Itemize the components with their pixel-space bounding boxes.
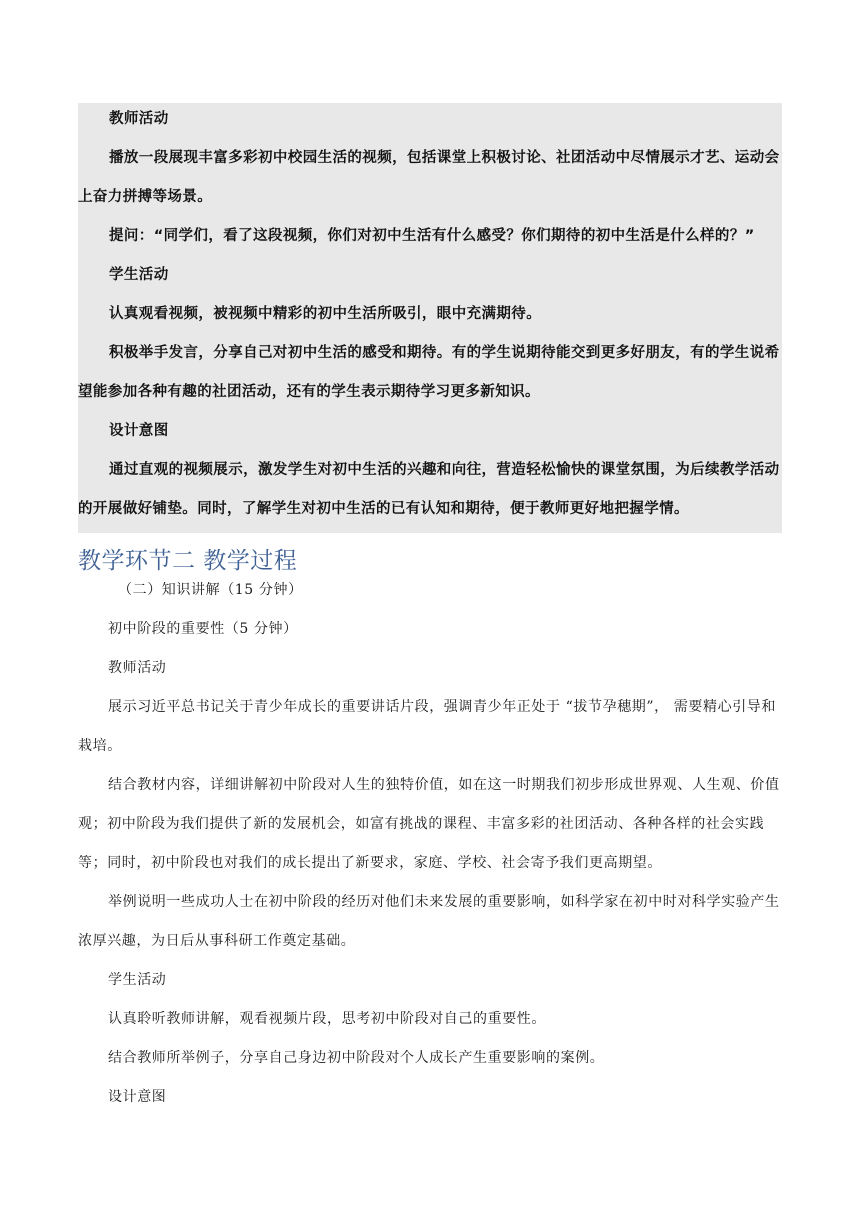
topic-heading: 初中阶段的重要性（5 分钟） (108, 621, 298, 637)
section-subtitle: （二）知识讲解（15 分钟） (118, 582, 303, 598)
teacher-question-paragraph: 提问：“同学们，看了这段视频，你们对初中生活有什么感受？你们期待的初中生活是什么样的？” (109, 228, 755, 244)
design-intent-heading: 设计意图 (108, 1089, 167, 1105)
section-title: 教学环节二 教学过程 (78, 548, 298, 574)
teacher-activity-paragraph: 举例说明一些成功人士在初中阶段的经历对他们未来发展的重要影响，如科学家在初中时对科学实验产生浓厚兴趣，为日后从事科研工作奠定基础。 (78, 894, 780, 949)
shaded-activity-box (78, 103, 782, 533)
student-activity-paragraph: 认真聆听教师讲解，观看视频片段，思考初中阶段对自己的重要性。 (108, 1011, 546, 1027)
design-intent-paragraph: 通过直观的视频展示，激发学生对初中生活的兴趣和向往，营造轻松愉快的课堂氛围，为后续教学活动的开展做好铺垫。同时，了解学生对初中生活的已有认知和期待，便于教师更好地把握学情。 (78, 462, 780, 517)
student-activity-paragraph: 认真观看视频，被视频中精彩的初中生活所吸引，眼中充满期待。 (109, 306, 542, 322)
teacher-activity-paragraph: 展示习近平总书记关于青少年成长的重要讲话片段，强调青少年正处于 “拔节孕穗期”， 需要精心引导和栽培。 (78, 699, 777, 754)
student-activity-paragraph: 结合教师所举例子，分享自己身边初中阶段对个人成长产生重要影响的案例。 (108, 1050, 605, 1066)
section-body (78, 571, 784, 1117)
teacher-activity-paragraph: 结合教材内容，详细讲解初中阶段对人生的独特价值，如在这一时期我们初步形成世界观、人生观、价值观；初中阶段为我们提供了新的发展机会，如富有挑战的课程、丰富多彩的社团活动、各种各样的社会实践等；同时，初中阶段也对我们的成长提出了新要求，家庭、学校、社会寄予我们更高期望。 (78, 777, 780, 871)
student-activity-heading: 学生活动 (108, 972, 167, 988)
student-activity-heading: 学生活动 (109, 267, 169, 283)
teacher-activity-paragraph: 播放一段展现丰富多彩初中校园生活的视频，包括课堂上积极讨论、社团活动中尽情展示才艺、运动会上奋力拼搏等场景。 (78, 150, 780, 205)
student-activity-paragraph: 积极举手发言，分享自己对初中生活的感受和期待。有的学生说期待能交到更多好朋友，有的学生说希望能参加各种有趣的社团活动，还有的学生表示期待学习更多新知识。 (78, 345, 780, 400)
teacher-activity-heading: 教师活动 (109, 111, 169, 127)
design-intent-heading: 设计意图 (109, 423, 169, 439)
teacher-activity-heading: 教师活动 (108, 660, 167, 676)
